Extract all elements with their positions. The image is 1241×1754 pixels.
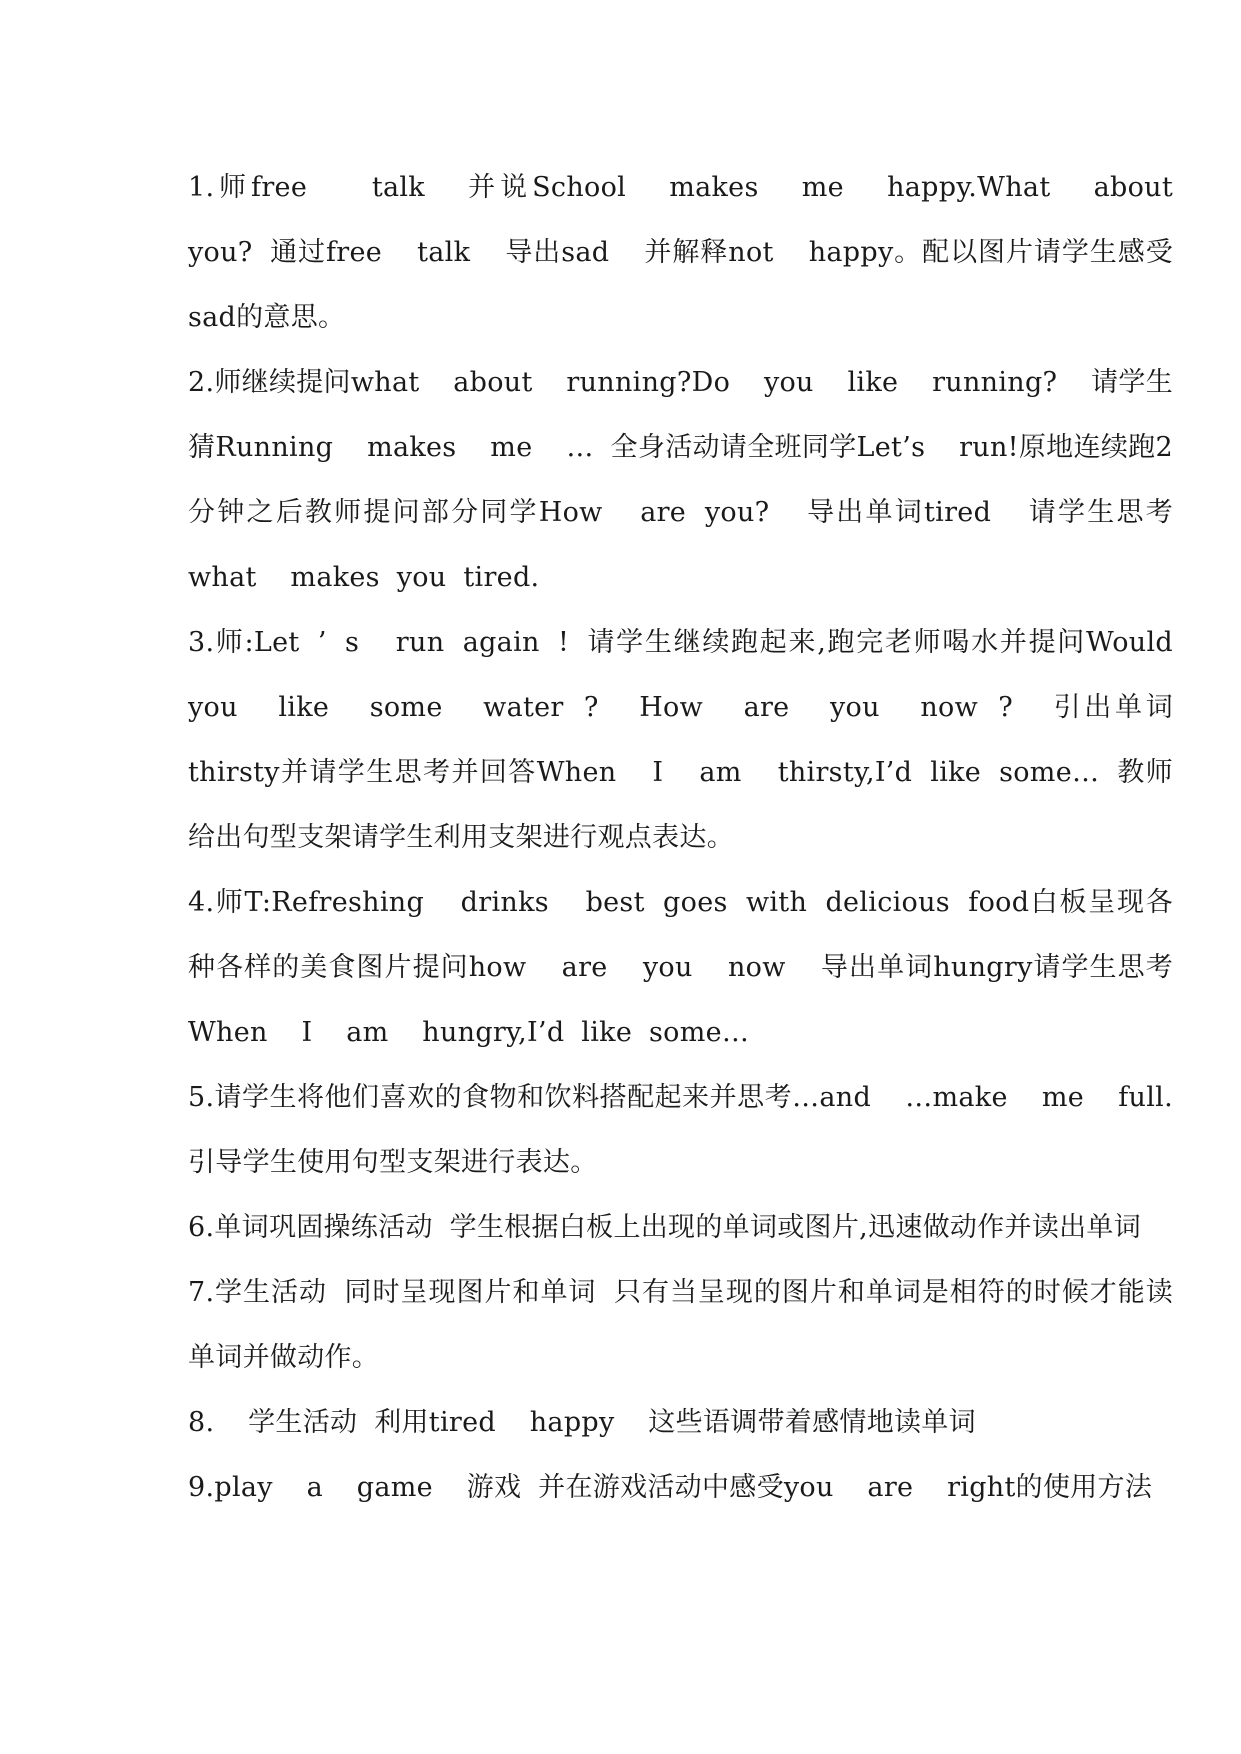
- lesson-steps: [188, 155, 1207, 1520]
- step-7: 7.学生活动 同时呈现图片和单词 只有当呈现的图片和单词是相符的时候才能读单词并做动作。: [188, 1277, 1173, 1373]
- step-8: 8. 学生活动 利用tired happy 这些语调带着感情地读单词: [188, 1407, 976, 1438]
- step-4: 4.师T:Refreshing drinks best goes with delicious food白板呈现各种各样的美食图片提问how are you now 导出单词hungry请学生思考When I am hungry,I’d like some…: [188, 887, 1173, 1048]
- step-5: 5.请学生将他们喜欢的食物和饮料搭配起来并思考…and …make me full.引导学生使用句型支架进行表达。: [188, 1082, 1173, 1178]
- step-6: 6.单词巩固操练活动 学生根据白板上出现的单词或图片,迅速做动作并读出单词: [188, 1212, 1142, 1243]
- step-3: 3.师:Let ’ s run again ! 请学生继续跑起来,跑完老师喝水并提问Would you like some water ? How are you now ? 引出单词thirsty并请学生思考并回答When I am thirsty,I’d like some… 教师给出句型支架请学生利用支架进行观点表达。: [188, 627, 1207, 853]
- step-2: 2.师继续提问what about running?Do you like running? 请学生猜Running makes me … 全身活动请全班同学Let’s run!原地连续跑2分钟之后教师提问部分同学How are you? 导出单词tired 请学生思考what makes you tired.: [188, 367, 1173, 593]
- step-1: 1.师free talk 并说School makes me happy.What about you? 通过free talk 导出sad 并解释not happy。配以图片请学生感受sad的意思。: [188, 172, 1207, 333]
- step-9: 9.play a game 游戏 并在游戏活动中感受you are right的使用方法: [188, 1472, 1153, 1503]
